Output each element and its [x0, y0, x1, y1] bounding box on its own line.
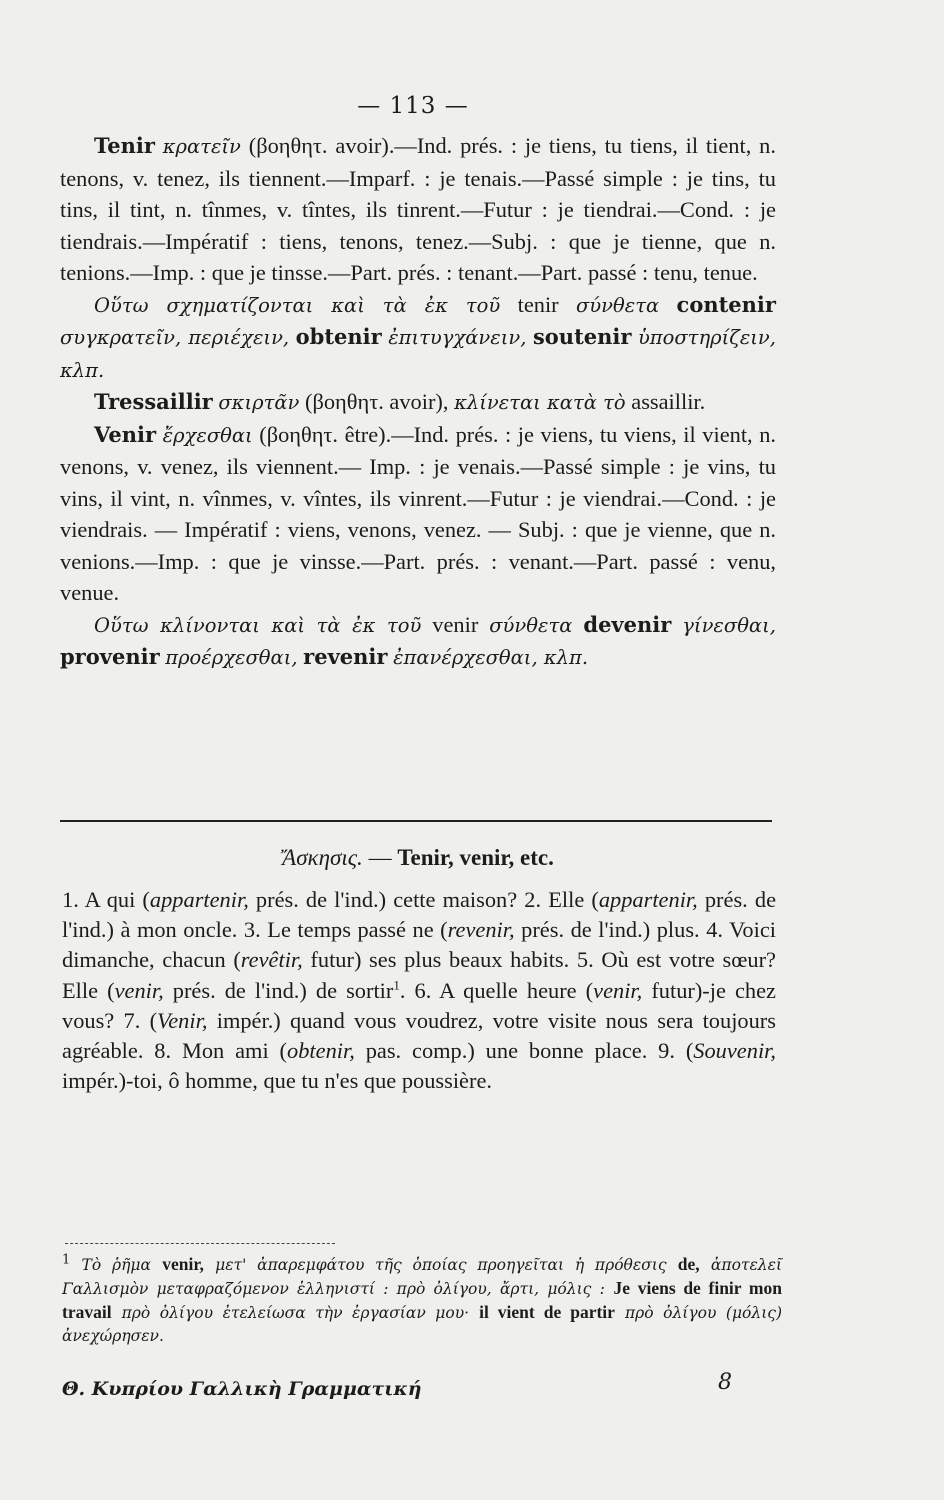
signature-mark: 8: [718, 1370, 732, 1395]
footnote-greek: ἀποτελεῖ Γαλλισμὸν μεταφραζόμενον ἑλληνιστί : πρὸ ὀλίγου, ἄρτι, μόλις :: [62, 1256, 783, 1298]
headword-obtenir: obtenir: [295, 324, 382, 349]
exercise-text-segment: prés. de l'ind.) cette maison? 2. Elle (: [248, 887, 599, 912]
greek-text: συγκρατεῖν, περιέχειν,: [60, 326, 290, 349]
footnote: [62, 1253, 782, 1348]
exercise-heading: [60, 845, 776, 871]
greek-text: σύνθετα: [576, 293, 660, 317]
paragraph-tenir: [60, 130, 776, 289]
exercise-text-segment: impér.) quand vous voudrez, votre visite nous sera toujours agréable. 8. Mon ami (: [62, 1007, 776, 1064]
greek-text: ἐπανέρχεσθαι, κλπ.: [393, 646, 589, 669]
title-separator: —: [368, 845, 392, 870]
exercise-text-segment: impér.)-toi, ô homme, que tu n'es que poussière.: [62, 1068, 492, 1094]
exercise-text-segment: prés. de l'ind.) plus. 4. Voici dimanche, chacun (: [62, 917, 776, 973]
exercise-verb: appartenir,: [149, 887, 249, 912]
footnote-mark: 1: [62, 1252, 71, 1268]
auxiliary-note: (βοηθητ. avoir),: [305, 389, 449, 414]
footnote-french: de,: [677, 1254, 700, 1274]
greek-text: γίνεσθαι,: [682, 613, 776, 637]
greek-text: ἐπιτυγχάνειν,: [388, 326, 527, 349]
exercise-verb: appartenir,: [598, 887, 698, 912]
footnote-greek: Τὸ ῥῆμα: [81, 1256, 151, 1274]
exercise-verb: venir,: [593, 977, 643, 1003]
greek-text: προέρχεσθαι,: [165, 646, 298, 669]
headword-contenir: contenir: [676, 291, 776, 317]
greek-gloss: σκιρτᾶν: [218, 391, 300, 414]
french-word: venir: [432, 611, 479, 637]
main-body: [60, 130, 776, 674]
french-word: assaillir.: [631, 389, 706, 414]
headword-tenir: Tenir: [94, 133, 155, 158]
french-word: tenir: [517, 291, 559, 317]
exercise-text-segment: pas. comp.) une bonne place. 9. (: [354, 1038, 694, 1064]
greek-text: Οὕτω σχηματίζονται καὶ τὰ ἐκ τοῦ: [94, 293, 501, 317]
exercise-verb: Venir,: [157, 1007, 208, 1033]
greek-text: σύνθετα: [489, 613, 573, 637]
conjugation-text: (βοηθητ. être).—Ind. prés. : je viens, tu viens, il vient, n. venons, v. venez, ils viennent.— Imp. : je venais.—Passé simple : je vins, tu vins, il vint, n. vînmes, v. vîntes, ils vinrent.—Futur : je viendrai.—Cond. : je viendrais. — Impératif : viens, venons, venez. — Subj. : que je vienne, que n. venions.—Imp. : que je vinsse.—Part. prés. : venant.—Part. passé : venu, venue.: [60, 421, 776, 605]
exercise-text-segment: prés. de l'ind.) à mon oncle. 3. Le temps passé ne (: [62, 887, 777, 943]
greek-gloss: ἔρχεσθαι: [162, 423, 253, 447]
greek-text: κλίνεται κατὰ τὸ: [454, 391, 626, 414]
headword-tressaillir: Tressaillir: [94, 389, 213, 414]
exercise-text-segment: futur) ses plus beaux habits. 5. Où est votre sœur? Elle (: [62, 947, 776, 1003]
exercise-verb: revêtir,: [240, 947, 303, 973]
exercise-topic: Tenir, venir, etc.: [397, 845, 554, 870]
conjugation-text: (βοηθητ. avoir).—Ind. prés. : je tiens, tu tiens, il tient, n. tenons, v. tenez, ils tiennent.—Imparf. : je tenais.—Passé simple : je tins, tu tins, il tint, n. tînmes, v. tîntes, ils tinrent.—Futur : je tiendrai.—Cond. : je tiendrais.—Impératif : tiens, tenons, tenez.—Subj. : que je tienne, que n. tenions.—Imp. : que je tinsse.—Part. prés. : tenant.—Part. passé : tenu, tenue.: [60, 133, 776, 285]
headword-soutenir: soutenir: [532, 324, 632, 349]
exercise-verb: obtenir,: [287, 1038, 355, 1064]
exercise-verb: revenir,: [447, 917, 515, 943]
exercise-body: [62, 885, 776, 1096]
footnote-divider: [65, 1243, 335, 1245]
exercise-text-segment: futur)-je chez vous? 7. (: [62, 977, 776, 1033]
greek-text: ὑποστηρίζειν, κλπ.: [60, 326, 776, 382]
headword-revenir: revenir: [303, 644, 388, 669]
footnote-french: Je viens de finir mon travail: [62, 1278, 782, 1322]
exercise-label: Ἄσκησις.: [282, 845, 363, 870]
book-title-footer: Θ. Κυπρίου Γαλλικὴ Γραμματική: [62, 1378, 422, 1400]
footnote-greek: πρὸ ὀλίγου ἐτελείωσα τὴν ἐργασίαν μου·: [121, 1304, 470, 1322]
footnote-greek: μετ' ἀπαρεμφάτου τῆς ὁποίας προηγεῖται ἡ πρόθεσις: [215, 1256, 667, 1274]
greek-gloss: κρατεῖν: [162, 135, 241, 158]
paragraph-tressaillir: [60, 386, 776, 419]
section-divider: [60, 820, 772, 822]
exercise-text-segment: prés. de l'ind.) de sortir: [163, 977, 394, 1003]
exercise-text-segment: . 6. A quelle heure (: [399, 977, 594, 1003]
footnote-greek: πρὸ ὀλίγου (μόλις) ἀνεχώρησεν.: [62, 1304, 783, 1345]
exercise-verb: Souvenir,: [693, 1038, 776, 1064]
headword-venir: Venir: [94, 421, 157, 447]
headword-devenir: devenir: [583, 611, 672, 637]
exercise-text-segment: 1. A qui (: [62, 887, 150, 912]
paragraph-venir-compounds: [60, 609, 776, 674]
greek-text: Οὕτω κλίνονται καὶ τὰ ἐκ τοῦ: [94, 613, 422, 637]
paragraph-tenir-compounds: [60, 289, 776, 387]
footnote-reference: 1: [393, 977, 400, 993]
exercise-verb: venir,: [114, 977, 164, 1003]
page-number: — 113 —: [357, 93, 469, 119]
headword-provenir: provenir: [60, 644, 160, 669]
footnote-french: il vient de partir: [479, 1302, 615, 1322]
paragraph-venir: [60, 419, 776, 609]
footnote-french: venir,: [162, 1254, 204, 1274]
